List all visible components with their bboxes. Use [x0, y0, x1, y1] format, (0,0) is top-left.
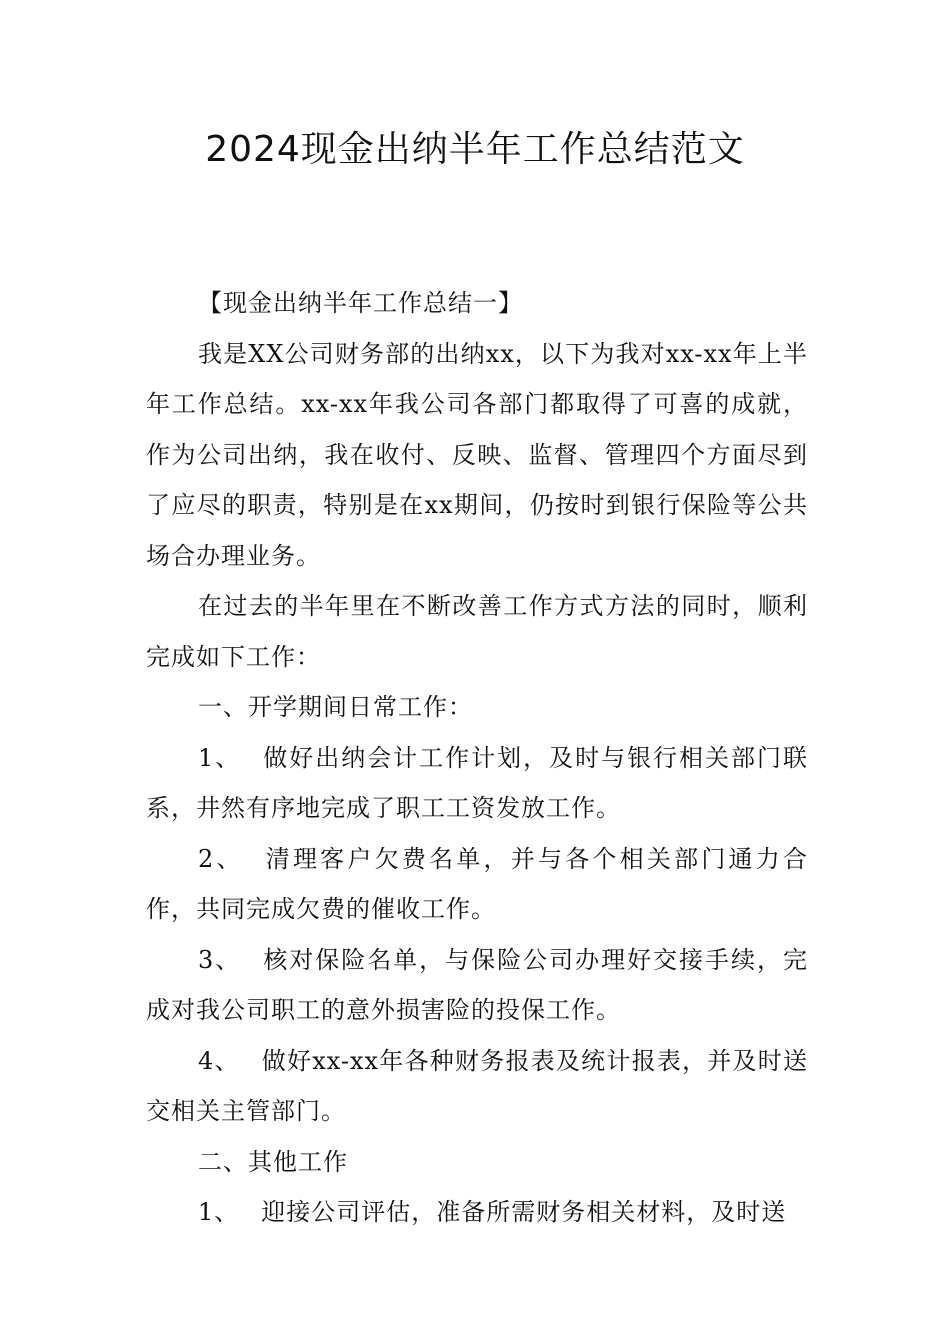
list-item	[146, 733, 808, 834]
document-body	[146, 278, 808, 1238]
list-item	[146, 1036, 808, 1137]
list-item	[146, 935, 808, 1036]
list-item-text: 做好出纳会计工作计划，及时与银行相关部门联系，井然有序地完成了职工工资发放工作。	[146, 743, 808, 822]
document-title: 2024现金出纳半年工作总结范文	[205, 129, 745, 170]
summary-paragraph: 在过去的半年里在不断改善工作方式方法的同时，顺利完成如下工作：	[146, 592, 808, 671]
list-item-text: 迎接公司评估，准备所需财务相关材料，及时送	[261, 1198, 787, 1226]
intro-paragraph: 我是XX公司财务部的出纳xx，以下为我对xx-xx年上半年工作总结。xx-xx年我公司各部门都取得了可喜的成就，作为公司出纳，我在收付、反映、监督、管理四个方面尽到了应尽的职责，特别是在xx期间，仍按时到银行保险等公共场合办理业务。	[146, 339, 808, 570]
part-two-heading: 二、其他工作	[198, 1147, 348, 1176]
list-item-text: 清理客户欠费名单，并与各个相关部门通力合作，共同完成欠费的催收工作。	[146, 844, 809, 923]
list-item-text: 核对保险名单，与保险公司办理好交接手续，完成对我公司职工的意外损害险的投保工作。	[146, 945, 808, 1024]
list-item	[146, 1187, 808, 1238]
list-item-text: 做好xx-xx年各种财务报表及统计报表，并及时送交相关主管部门。	[146, 1046, 809, 1125]
part-one-heading: 一、开学期间日常工作：	[198, 693, 473, 721]
list-item-number: 2、	[198, 844, 244, 873]
section-heading: 【现金出纳半年工作总结一】	[198, 289, 523, 317]
list-item	[146, 834, 808, 935]
list-item-number: 4、	[198, 1046, 240, 1075]
list-item-number: 3、	[198, 945, 242, 974]
list-item-number: 1、	[198, 1198, 240, 1226]
list-item-number: 1、	[198, 743, 242, 772]
